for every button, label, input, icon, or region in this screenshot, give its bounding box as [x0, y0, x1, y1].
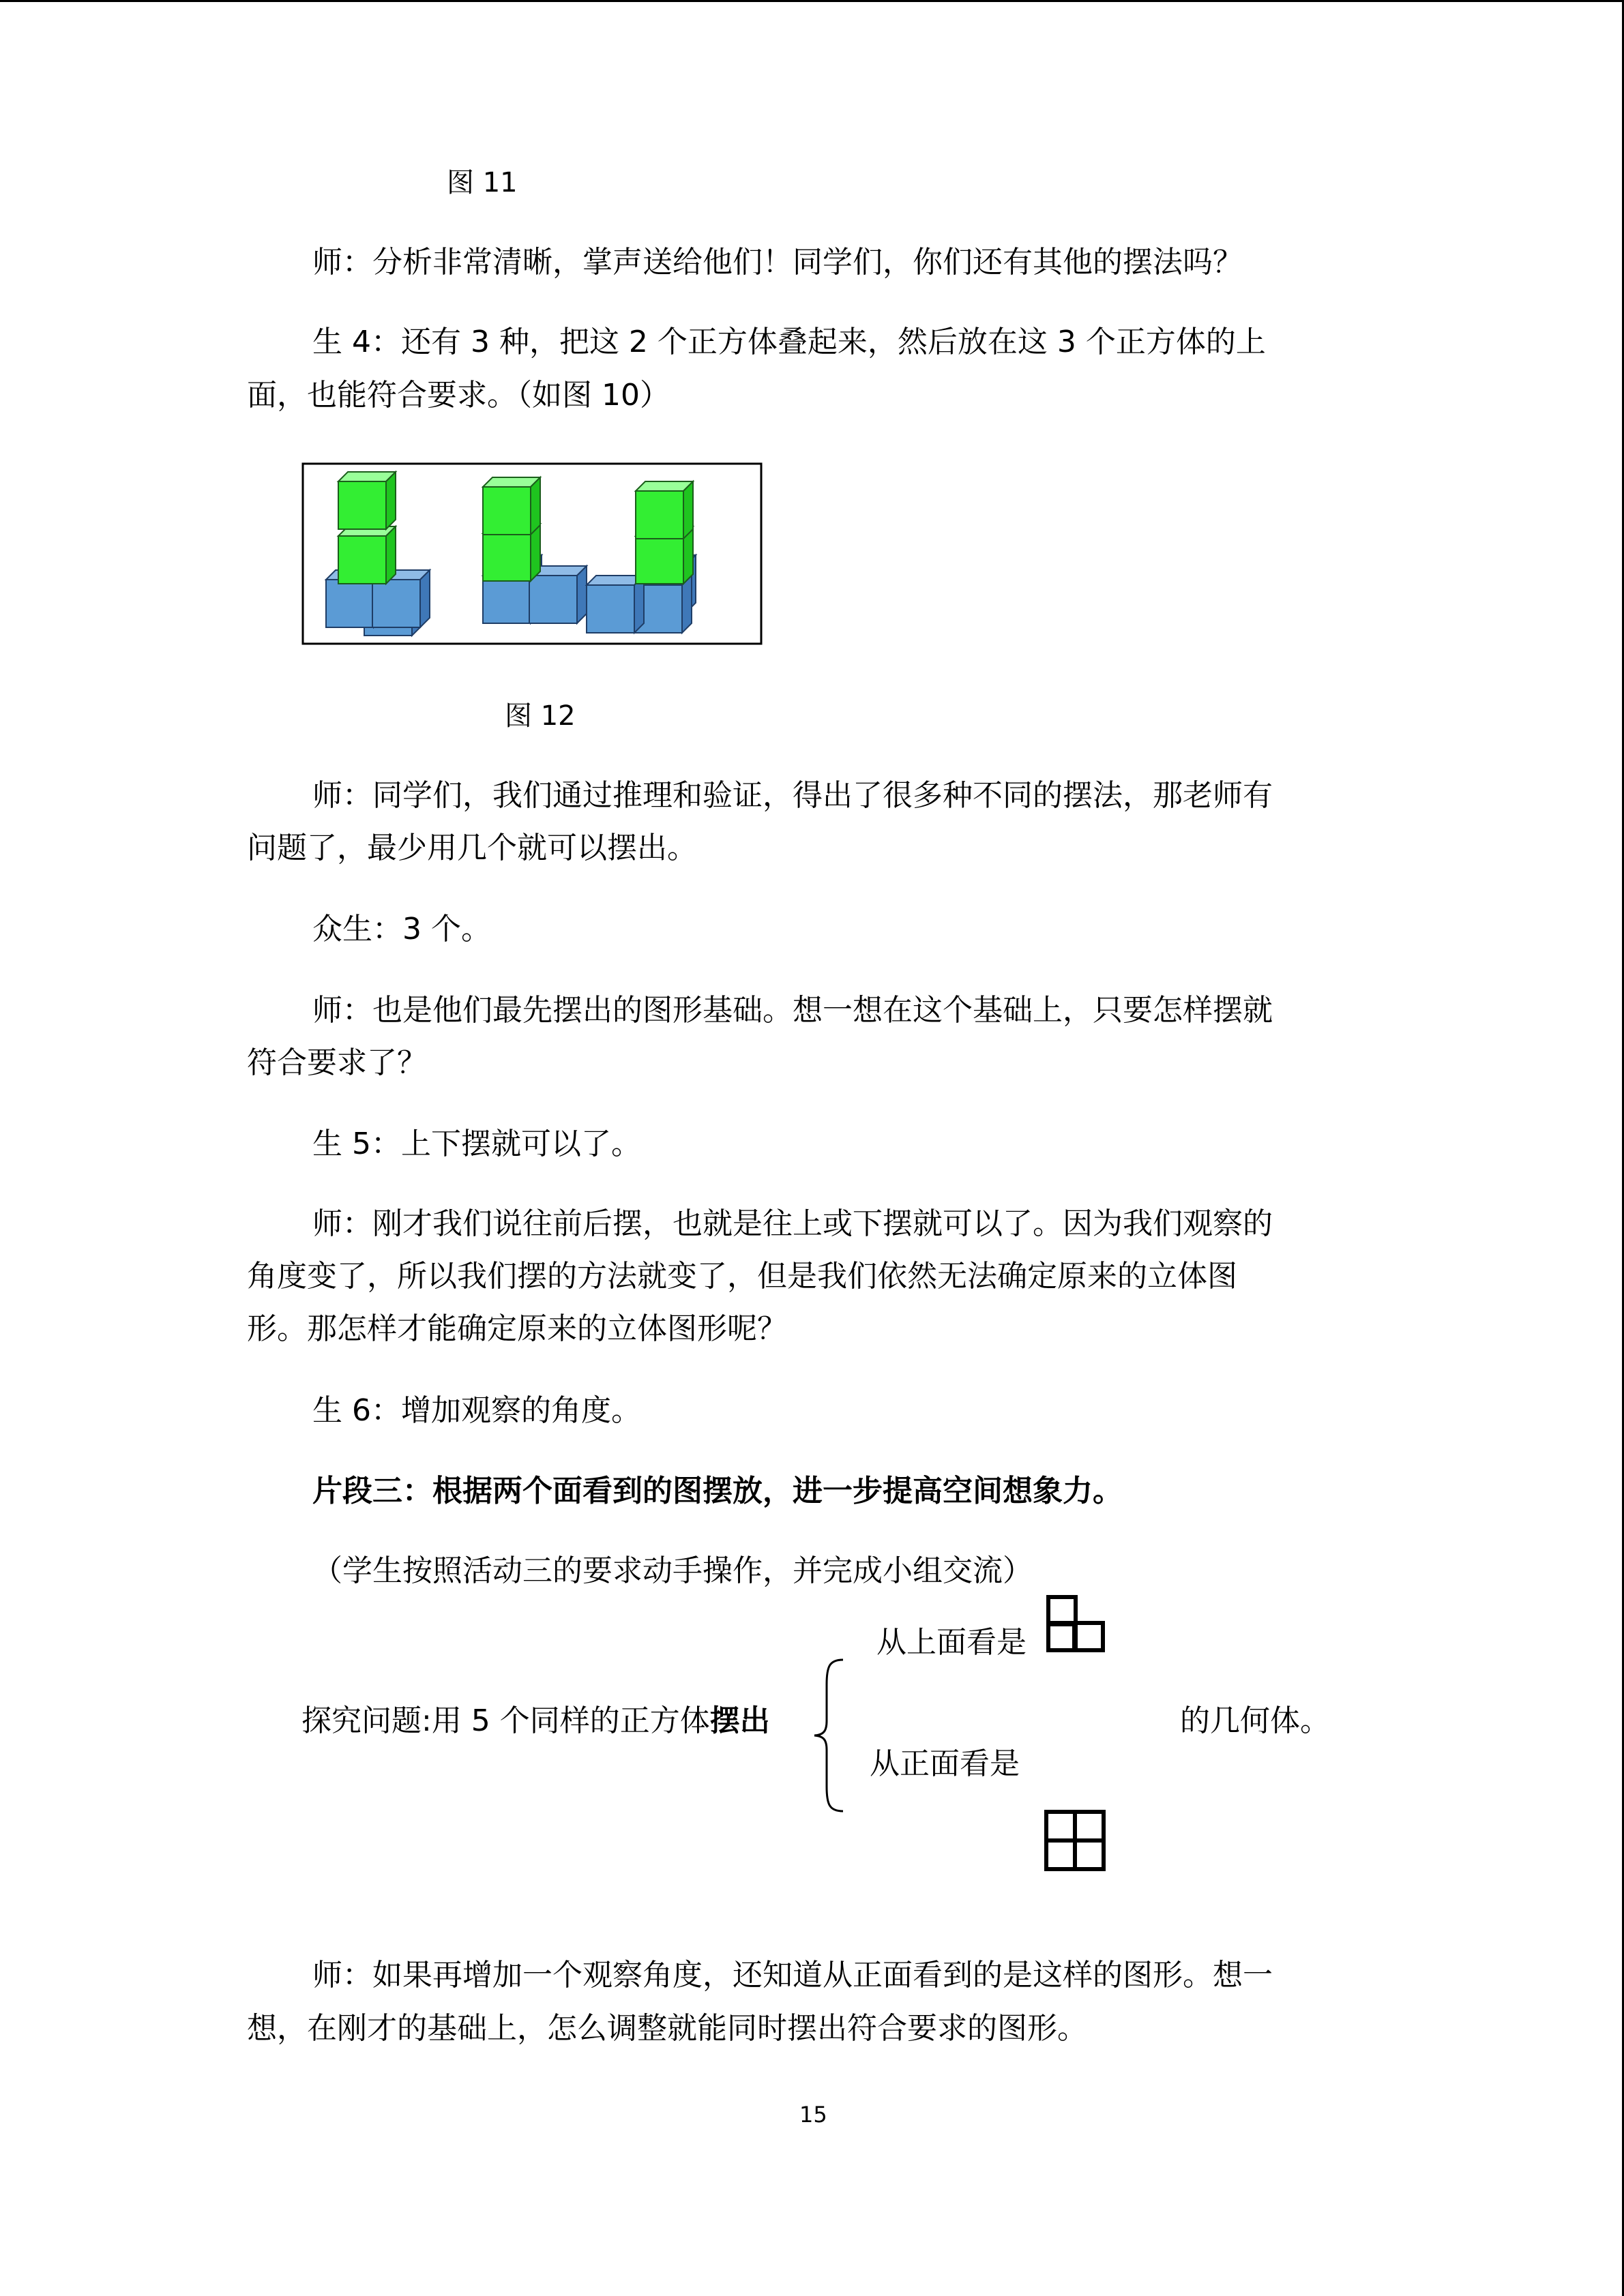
section-heading: 片段三：根据两个面看到的图摆放，进一步提高空间想象力。	[312, 1474, 1123, 1508]
from-top-label: 从上面看是	[876, 1625, 1027, 1660]
from-front-label: 从正面看是	[870, 1746, 1020, 1781]
paragraph-teacher-2-line2: 问题了，最少用几个就可以摆出。	[247, 831, 697, 865]
paragraph-teacher-5-line2: 想，在刚才的基础上，怎么调整就能同时摆出符合要求的图形。	[247, 2011, 1087, 2046]
paragraph-student4-line1: 生 4：还有 3 种，把这 2 个正方体叠起来，然后放在这 3 个正方体的上	[312, 325, 1266, 359]
paragraph-student6: 生 6：增加观察的角度。	[312, 1393, 641, 1428]
figure12-cube-arrangements	[301, 462, 763, 645]
paragraph-students-answer: 众生：3 个。	[312, 912, 491, 946]
page-number: 15	[799, 2102, 827, 2128]
paragraph-teacher-4-line2: 角度变了，所以我们摆的方法就变了，但是我们依然无法确定原来的立体图	[247, 1259, 1237, 1294]
paragraph-teacher-3-line1: 师：也是他们最先摆出的图形基础。想一想在这个基础上，只要怎样摆就	[312, 993, 1273, 1028]
paragraph-teacher-2-line1: 师：同学们，我们通过推理和验证，得出了很多种不同的摆法，那老师有	[312, 778, 1273, 813]
page-top-border	[0, 0, 1624, 2]
explore-suffix: 的几何体。	[1180, 1703, 1330, 1738]
paragraph-student5: 生 5：上下摆就可以了。	[312, 1127, 641, 1161]
curly-brace	[812, 1657, 846, 1814]
explore-question-text: 探究问题:用 5 个同样的正方体	[301, 1703, 710, 1738]
front-view-grid-icon	[1044, 1809, 1106, 1872]
top-view-grid-icon	[1046, 1594, 1107, 1653]
paragraph-teacher-5-line1: 师：如果再增加一个观察角度，还知道从正面看到的是这样的图形。想一	[312, 1958, 1273, 1993]
figure12-caption: 图 12	[505, 700, 576, 732]
paragraph-student4-line2: 面，也能符合要求。（如图 10）	[247, 378, 670, 413]
figure11-caption: 图 11	[447, 167, 518, 198]
paragraph-teacher-3-line2: 符合要求了？	[247, 1045, 427, 1080]
paragraph-teacher-1: 师：分析非常清晰，掌声送给他们！同学们，你们还有其他的摆法吗？	[312, 245, 1243, 280]
activity-note: （学生按照活动三的要求动手操作，并完成小组交流）	[312, 1553, 1033, 1588]
explore-question-bold: 摆出	[709, 1703, 770, 1738]
paragraph-teacher-4-line3: 形。那怎样才能确定原来的立体图形呢？	[247, 1311, 787, 1346]
explore-question	[301, 1703, 770, 1740]
paragraph-teacher-4-line1: 师：刚才我们说往前后摆，也就是往上或下摆就可以了。因为我们观察的	[312, 1206, 1273, 1241]
